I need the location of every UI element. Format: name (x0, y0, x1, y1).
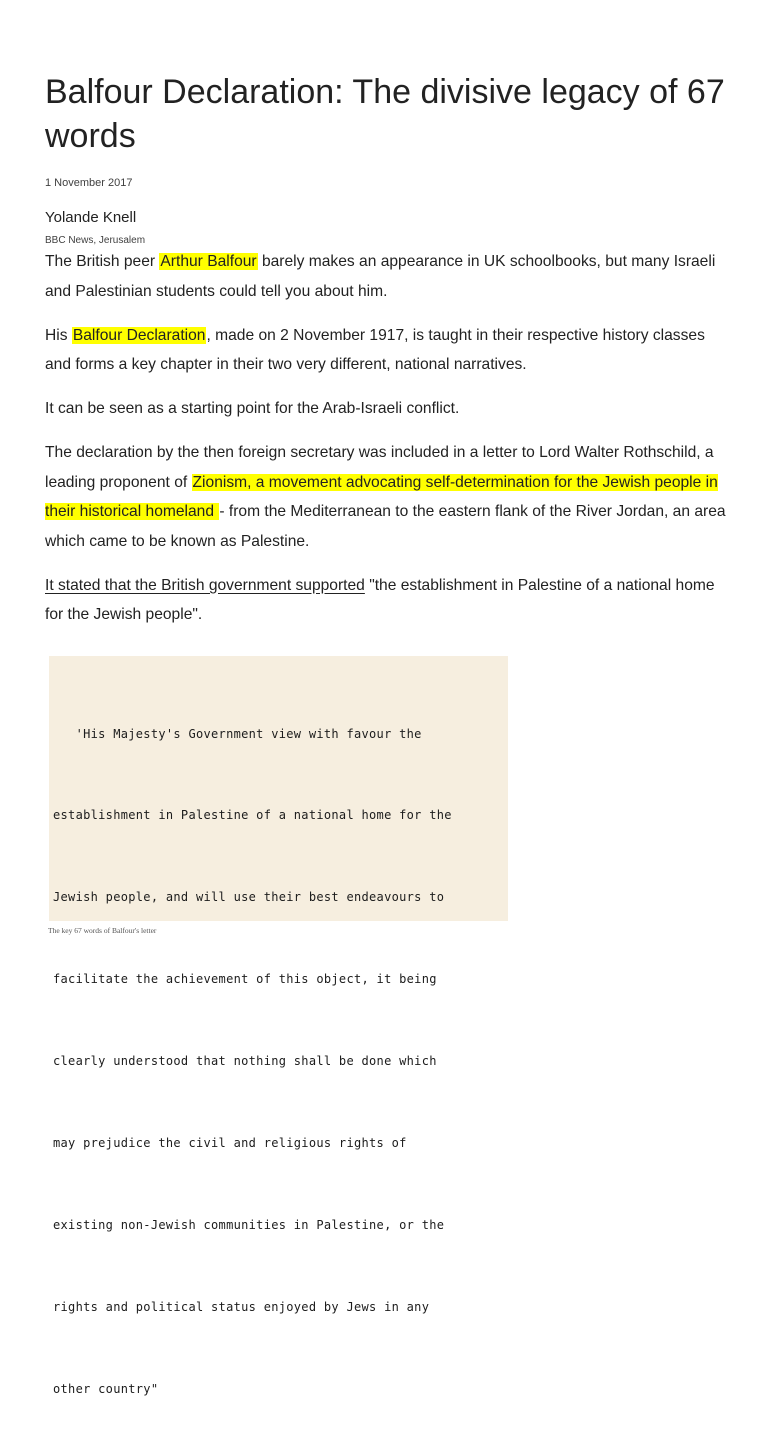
quote-line: rights and political status enjoyed by Jews in any (53, 1299, 430, 1314)
link-balfour-declaration[interactable]: Balfour Declaration (72, 326, 206, 344)
paragraph-4-text-end: - from the Mediterranean to the eastern flank of the River Jordan, an area which came to be known as Palestine. (45, 503, 726, 550)
article (45, 70, 735, 630)
paragraph-1 (45, 247, 735, 306)
paragraph-5 (45, 571, 735, 630)
paragraph-2-text-end: , made on 2 November 1917, is taught in their respective history classes and forms a key chapter in their two very different, national narratives. (45, 326, 705, 373)
link-british-government-supported[interactable]: It stated that the British government supported (45, 576, 365, 594)
image-caption: The key 67 words of Balfour's letter (48, 926, 157, 935)
quote-line: may prejudice the civil and religious rights of (53, 1136, 407, 1151)
paragraph-2 (45, 321, 735, 380)
link-zionism[interactable]: Zionism, a movement advocating self-determination for the Jewish people in their historical homeland (45, 473, 718, 520)
quote-line: existing non-Jewish communities in Palestine, or the (53, 1217, 445, 1232)
article-title: Balfour Declaration: The divisive legacy of 67 words (45, 73, 725, 155)
paragraph-2-text: His (45, 326, 72, 344)
quote-line: Jewish people, and will use their best endeavours to (53, 890, 445, 905)
author-role: BBC News, Jerusalem (45, 235, 146, 246)
quote-line: facilitate the achievement of this object, it being (53, 972, 437, 987)
paragraph-4 (45, 438, 735, 556)
quote-line: 'His Majesty's Government view with favour the (53, 726, 422, 741)
paragraph-1-text: The British peer (45, 253, 160, 270)
paragraph-3: It can be seen as a starting point for the Arab-Israeli conflict. (45, 400, 460, 417)
paragraph-5-text-end: "the establishment in Palestine of a national home for the Jewish people". (45, 576, 715, 623)
quote-line: other country" (53, 1381, 159, 1396)
quote-line: establishment in Palestine of a national home for the (53, 808, 452, 823)
link-arthur-balfour[interactable]: Arthur Balfour (160, 253, 257, 270)
paragraph-4-text: The declaration by the then foreign secretary was included in a letter to Lord Walter Rothschild, a leading proponent of (45, 444, 714, 491)
author-name: Yolande Knell (45, 209, 137, 226)
paragraph-1-text-end: barely makes an appearance in UK schoolbooks, but many Israeli and Palestinian students could tell you about him. (45, 253, 716, 300)
article-date: 1 November 2017 (45, 177, 133, 189)
quote-line: clearly understood that nothing shall be done which (53, 1054, 437, 1069)
